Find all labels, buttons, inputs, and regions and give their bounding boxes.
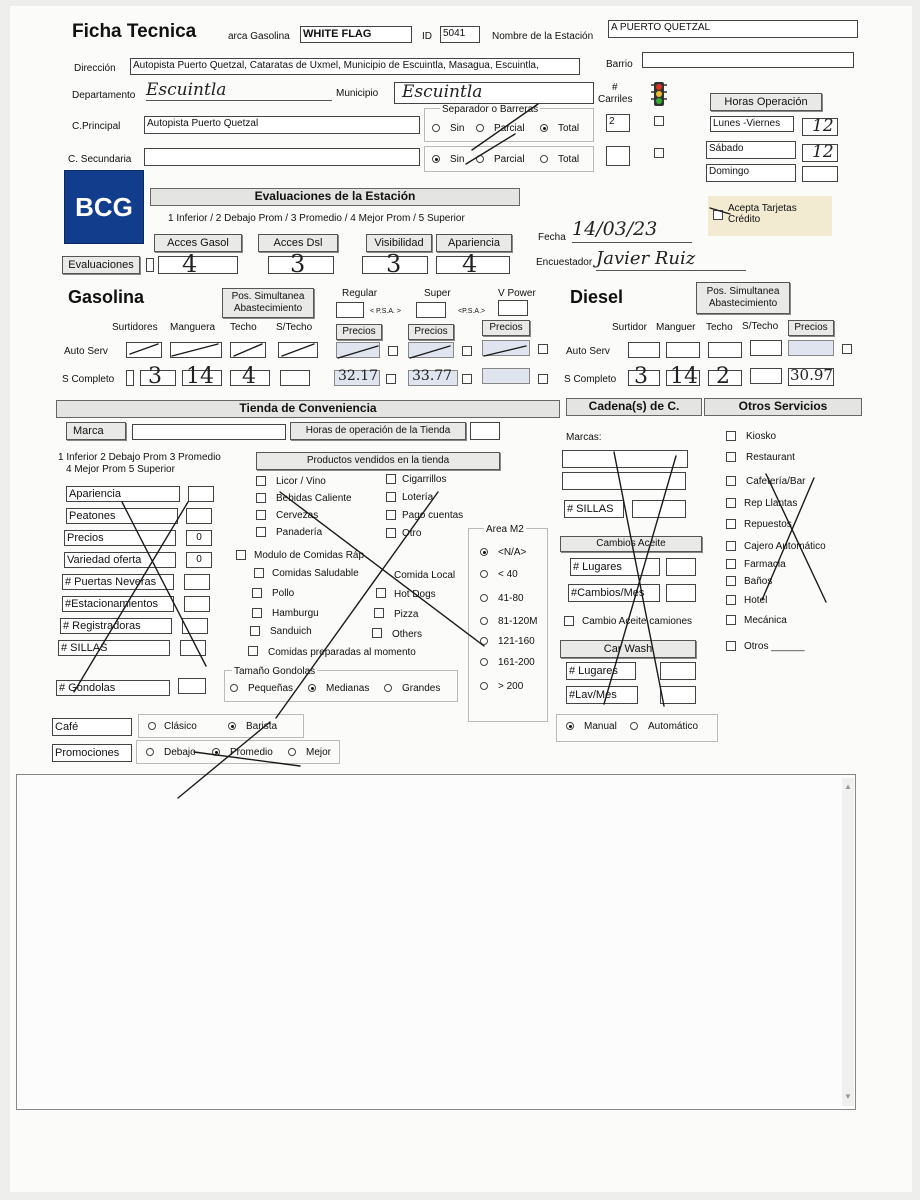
- col-manguera: Manguera: [170, 322, 216, 333]
- gondolas-pequenas: Pequeñas: [248, 683, 294, 694]
- super-label: Super: [424, 288, 451, 299]
- fecha-value[interactable]: 14/03/23: [572, 218, 658, 240]
- cadena-sillas-label: # SILLAS: [564, 500, 624, 518]
- diesel-title: Diesel: [570, 287, 624, 307]
- area-200: > 200: [498, 681, 524, 692]
- lav-mes-label: #Lav/Mes: [566, 686, 638, 704]
- comida-pollo: Pollo: [272, 588, 295, 599]
- form-title: Ficha Tecnica: [72, 21, 197, 42]
- tienda-x-1: [122, 502, 206, 666]
- nombre-estacion-label: Nombre de la Estación: [492, 31, 594, 42]
- comida-prep: Comidas preparadas al momento: [268, 647, 416, 658]
- visibilidad-value: 3: [386, 250, 402, 278]
- cadena-title: Cadena(s) de C.: [566, 398, 702, 416]
- gas-sc-super-value: 33.77: [412, 368, 453, 384]
- cadena-x-1: [614, 452, 664, 706]
- otros-x-2: [762, 478, 814, 600]
- col-techo: Techo: [230, 322, 257, 333]
- direccion-label: Dirección: [74, 63, 116, 74]
- principal-sin-label: Sin: [450, 123, 465, 134]
- cambios-lugares-label: # Lugares: [570, 558, 660, 576]
- carriles-field[interactable]: 2: [606, 114, 630, 132]
- gasolina-pos-simultanea[interactable]: Pos. Simultanea Abastecimiento: [222, 288, 314, 318]
- cadena-marcas-label: Marcas:: [566, 432, 602, 443]
- manual-label: Manual: [584, 721, 617, 732]
- tienda-scale-1: 1 Inferior 2 Debajo Prom 3 Promedio: [58, 452, 221, 463]
- diesel-col-techo: Techo: [706, 322, 733, 333]
- scroll-up-icon[interactable]: ▲: [844, 782, 852, 791]
- comida-hotdogs: Hot Dogs: [394, 589, 436, 600]
- separador-slash: [472, 104, 538, 150]
- tienda-variedad-field[interactable]: 0: [186, 552, 212, 568]
- tienda-row-precios: Precios: [64, 530, 176, 546]
- otros-title: Otros Servicios: [704, 398, 862, 416]
- sabado-label: Sábado: [706, 141, 796, 159]
- cambios-aceite-button[interactable]: Cambios Aceite: [560, 536, 702, 552]
- nombre-estacion-field[interactable]: A PUERTO QUETZAL: [608, 20, 858, 38]
- gas-s-completo-label: S Completo: [62, 374, 115, 385]
- tienda-precios-field[interactable]: 0: [186, 530, 212, 546]
- prod-cigarrillos: Cigarrillos: [402, 474, 447, 485]
- prod-panaderia: Panadería: [276, 527, 323, 538]
- diesel-col-surtidor: Surtidor: [612, 322, 648, 333]
- area-161-200: 161-200: [498, 657, 535, 668]
- otros-llantas: Rep Llantas: [744, 498, 798, 509]
- municipio-value: Escuintla: [402, 82, 483, 102]
- psa-label-1: < P.S.A. >: [370, 308, 402, 315]
- area-na: <N/A>: [498, 547, 527, 558]
- acces-gasol-value: 4: [182, 250, 198, 278]
- apariencia-value: 4: [462, 250, 478, 278]
- evaluaciones-button[interactable]: Evaluaciones: [62, 256, 140, 274]
- regular-precios-button[interactable]: Precios: [336, 324, 382, 340]
- comida-saludable: Comidas Saludable: [272, 568, 359, 579]
- acces-dsl-button[interactable]: Acces Dsl: [258, 234, 338, 252]
- apariencia-button[interactable]: Apariencia: [436, 234, 512, 252]
- tienda-row-peatones: Peatones: [66, 508, 178, 524]
- promo-debajo: Debajo: [164, 747, 196, 758]
- acepta-tarjetas-label: Acepta Tarjetas Crédito: [728, 203, 797, 225]
- diesel-pos-simultanea[interactable]: Pos. Simultanea Abastecimiento: [696, 282, 790, 314]
- diesel-sc-surtidor-value: 3: [634, 364, 648, 389]
- promociones-label: Promociones: [52, 744, 132, 762]
- diesel-col-manguer: Manguer: [656, 322, 696, 333]
- diesel-col-stecho: S/Techo: [742, 321, 779, 332]
- camiones-label: Cambio Aceite camiones: [582, 616, 693, 627]
- vpower-precios-button[interactable]: Precios: [482, 320, 530, 336]
- cw-lugares-label: # Lugares: [566, 662, 636, 680]
- cafe-barista: Barista: [246, 721, 278, 732]
- horas-operacion-button[interactable]: Horas Operación: [710, 93, 822, 111]
- cadena-x-2: [604, 456, 676, 704]
- form-sheet: [10, 6, 912, 1192]
- prod-cervezas: Cervezas: [276, 510, 319, 521]
- departamento-value[interactable]: Escuintla: [146, 80, 227, 100]
- otros-kiosko: Kiosko: [746, 431, 777, 442]
- gasolina-title: Gasolina: [68, 287, 145, 307]
- diesel-sc-manguer-value: 14: [670, 364, 698, 389]
- handwritten-marks: [10, 6, 912, 1192]
- visibilidad-button[interactable]: Visibilidad: [366, 234, 432, 252]
- marca-gasolina-field[interactable]: WHITE FLAG: [300, 26, 412, 43]
- tienda-row-registradoras: # Registradoras: [60, 618, 172, 634]
- otros-cajero: Cajero Automático: [744, 541, 826, 552]
- direccion-field[interactable]: Autopista Puerto Quetzal, Cataratas de Uxmel, Municipio de Escuintla, Masagua, Escuintla,: [130, 58, 580, 75]
- automatico-label: Automático: [648, 721, 699, 732]
- barrio-label: Barrio: [606, 59, 633, 70]
- tienda-scale-2: 4 Mejor Prom 5 Superior: [66, 464, 175, 475]
- tienda-horas-button[interactable]: Horas de operación de la Tienda: [290, 422, 466, 440]
- fecha-label: Fecha: [538, 232, 566, 243]
- super-precios-button[interactable]: Precios: [408, 324, 454, 340]
- tienda-row-apariencia: Apariencia: [66, 486, 180, 502]
- encuestador-value[interactable]: Javier Ruiz: [596, 248, 696, 269]
- otros-repuestos: Repuestos: [744, 519, 792, 530]
- secundaria-parcial-label: Parcial: [494, 154, 525, 165]
- principal-total-label: Total: [558, 123, 580, 134]
- comida-pizza: Pizza: [394, 609, 419, 620]
- acces-dsl-value: 3: [290, 250, 306, 278]
- id-field[interactable]: 5041: [440, 26, 480, 43]
- car-wash-button[interactable]: Car Wash: [560, 640, 696, 658]
- carriles-hash: #: [612, 82, 618, 93]
- bcg-logo: BCG: [64, 170, 144, 244]
- otros-farmacia: Farmacia: [744, 559, 786, 570]
- scroll-down-icon[interactable]: ▼: [844, 1092, 852, 1101]
- cafe-label: Café: [52, 718, 132, 736]
- departamento-label: Departamento: [72, 90, 136, 101]
- col-stecho: S/Techo: [276, 322, 313, 333]
- evaluaciones-title: Evaluaciones de la Estación: [150, 188, 520, 206]
- otros-mecanica: Mecánica: [744, 615, 787, 626]
- municipio-label: Municipio: [336, 88, 379, 99]
- promo-mejor: Mejor: [306, 747, 332, 758]
- id-label: ID: [422, 31, 432, 42]
- diesel-auto-serv-label: Auto Serv: [566, 346, 610, 357]
- tienda-row-sillas: # SILLAS: [58, 640, 170, 656]
- area-40: < 40: [498, 569, 518, 580]
- evaluaciones-scale: 1 Inferior / 2 Debajo Prom / 3 Promedio / 4 Mejor Prom / 5 Superior: [168, 213, 465, 224]
- tienda-row-puertas: # Puertas Neveras: [62, 574, 174, 590]
- comida-local: Comida Local: [394, 570, 456, 581]
- tienda-marca-button[interactable]: Marca: [66, 422, 126, 440]
- c-principal-label: C.Principal: [72, 121, 121, 132]
- cambios-mes-label: #Cambios/Mes: [568, 584, 660, 602]
- gas-sc-regular-value: 32.17: [338, 368, 379, 384]
- gas-auto-serv-label: Auto Serv: [64, 346, 108, 357]
- gas-sc-surtidores-value: 3: [148, 364, 162, 389]
- prod-bebidas: Bebidas Caliente: [276, 493, 352, 504]
- productos-x-2: [276, 492, 441, 718]
- comida-others: Others: [392, 629, 423, 640]
- tienda-row-estacionamientos: #Estacionamientos: [62, 596, 174, 612]
- otros-x-1: [766, 474, 826, 602]
- domingo-label: Domingo: [706, 164, 796, 182]
- lunes-viernes-value: 12: [812, 116, 834, 136]
- tienda-title: Tienda de Conveniencia: [56, 400, 560, 418]
- diesel-s-completo-label: S Completo: [564, 374, 617, 385]
- diesel-sc-techo-value: 2: [716, 364, 730, 389]
- tienda-row-gondolas: # Gondolas: [56, 680, 170, 696]
- gondolas-label: Tamaño Gondolas: [234, 666, 316, 677]
- c-secundaria-label: C. Secundaria: [68, 154, 132, 165]
- diesel-precios-button[interactable]: Precios: [788, 320, 834, 336]
- area-41-80: 41-80: [498, 593, 524, 604]
- sabado-value: 12: [812, 142, 834, 162]
- lunes-viernes-label: Lunes -Viernes: [710, 116, 794, 132]
- diesel-sc-precio-value: 30.97: [790, 366, 833, 384]
- otros-restaurant: Restaurant: [746, 452, 795, 463]
- comida-hamburgu: Hamburgu: [272, 608, 319, 619]
- area-121-160: 121-160: [498, 636, 535, 647]
- secundaria-total-label: Total: [558, 154, 580, 165]
- acces-gasol-button[interactable]: Acces Gasol: [154, 234, 242, 252]
- otros-cafeteria: Cafetería/Bar: [746, 476, 806, 487]
- carriles-label: Carriles: [598, 94, 633, 105]
- prod-otro: Otro: [402, 528, 422, 539]
- tienda-row-variedad: Variedad oferta: [64, 552, 176, 568]
- col-surtidores: Surtidores: [112, 322, 158, 333]
- secundaria-sin-label: Sin: [450, 154, 465, 165]
- otros-otros: Otros ______: [744, 641, 805, 652]
- productos-button[interactable]: Productos vendidos en la tienda: [256, 452, 500, 470]
- regular-label: Regular: [342, 288, 378, 299]
- marca-gasolina-label: arca Gasolina: [228, 31, 290, 42]
- prod-loteria: Lotería: [402, 492, 434, 503]
- principal-parcial-label: Parcial: [494, 123, 525, 134]
- gondolas-grandes: Grandes: [402, 683, 441, 694]
- c-principal-field[interactable]: Autopista Puerto Quetzal: [144, 116, 420, 134]
- area-label: Area M2: [486, 524, 524, 535]
- area-81-120: 81-120M: [498, 616, 538, 627]
- separador-label: Separador o Barreras: [442, 104, 539, 115]
- otros-hotel: Hotel: [744, 595, 768, 606]
- comida-sanduich: Sanduich: [270, 626, 312, 637]
- encuestador-label: Encuestador: [536, 257, 593, 268]
- psa-label-2: <P.S.A.>: [458, 308, 486, 315]
- modulo-comidas-label: Modulo de Comidas Ráp: [254, 550, 365, 561]
- gondolas-medianas: Medianas: [326, 683, 370, 694]
- gas-sc-manguera-value: 14: [186, 364, 214, 389]
- otros-banos: Baños: [744, 576, 773, 587]
- prod-licor: Licor / Vino: [276, 476, 326, 487]
- prod-pago: Pago cuentas: [402, 510, 464, 521]
- promo-promedio: Promedio: [230, 747, 273, 758]
- vpower-label: V Power: [498, 288, 536, 299]
- cafe-clasico: Clásico: [164, 721, 197, 732]
- gas-sc-techo-value: 4: [242, 364, 256, 389]
